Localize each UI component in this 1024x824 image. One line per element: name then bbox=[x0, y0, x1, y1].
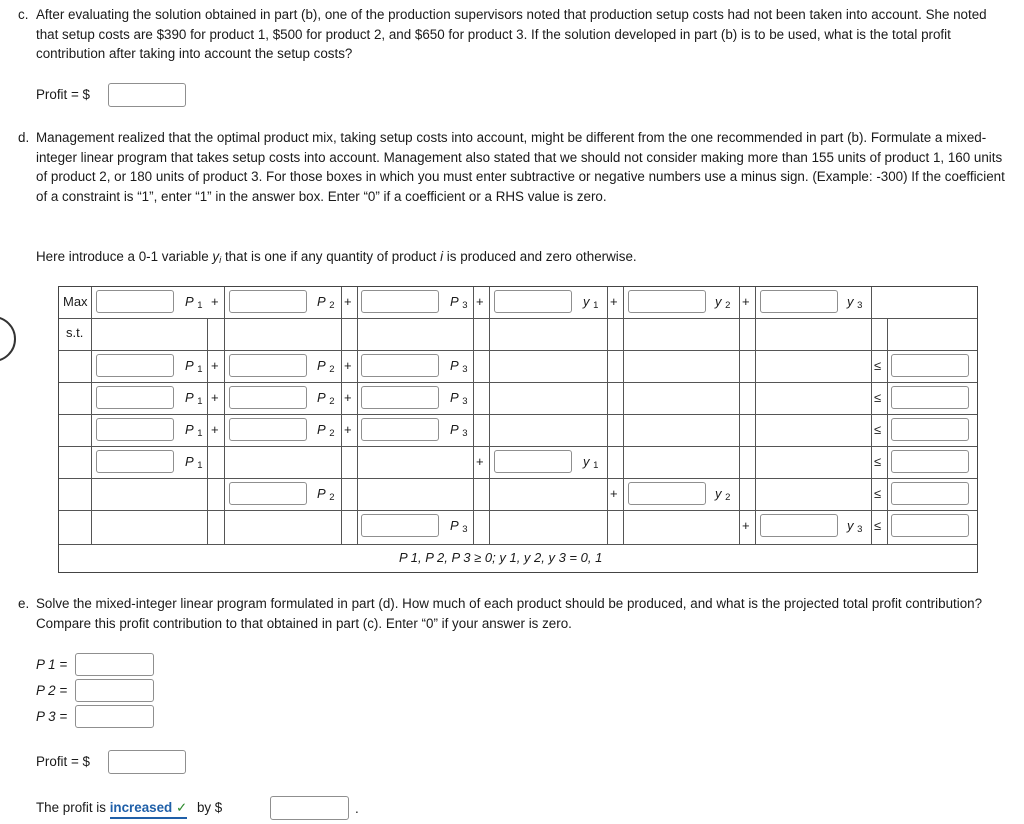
side-circle-decoration bbox=[0, 316, 16, 362]
question-e-letter: e. bbox=[18, 596, 30, 611]
c3-plus-2: + bbox=[344, 422, 352, 437]
c3-le: ≤ bbox=[874, 422, 882, 437]
c5-coef-p2[interactable] bbox=[229, 482, 307, 505]
obj-var-p1: P $_1$ bbox=[185, 294, 203, 311]
question-e bbox=[18, 594, 1018, 633]
milp-formulation-table bbox=[58, 286, 978, 573]
profit-e-input[interactable] bbox=[108, 750, 186, 774]
c6-coef-y3[interactable] bbox=[760, 514, 838, 537]
obj-plus-3: + bbox=[476, 294, 484, 309]
question-d-letter: d. bbox=[18, 130, 30, 145]
c2-coef-p1[interactable] bbox=[96, 386, 174, 409]
nonnegativity-constraints: P 1, P 2, P 3 ≥ 0; y 1, y 2, y 3 = 0, 1 bbox=[399, 550, 603, 565]
c3-coef-p3[interactable] bbox=[361, 418, 439, 441]
obj-var-y3: y $_3$ bbox=[847, 294, 863, 311]
obj-var-p3: P $_3$ bbox=[450, 294, 468, 311]
profit-c-label: Profit = $ bbox=[36, 87, 90, 102]
c2-rhs[interactable] bbox=[891, 386, 969, 409]
obj-var-y2: y $_2$ bbox=[715, 294, 731, 311]
p1-label: P 1 = bbox=[36, 657, 68, 672]
correct-check-icon: ✓ bbox=[175, 800, 188, 815]
obj-plus-4: + bbox=[610, 294, 618, 309]
c3-plus-1: + bbox=[211, 422, 219, 437]
c2-var-p1: P $_1$ bbox=[185, 390, 203, 407]
c1-coef-p1[interactable] bbox=[96, 354, 174, 377]
p1-input[interactable] bbox=[75, 653, 154, 676]
question-d-text: Management realized that the optimal product mix, taking setup costs into account, might be different from the one recommended in part (b). Formulate a mixed-integer linear program that takes setup costs into account. Management also stated that we should not consider making more than 155 units of product 1, 160 units of product 2, or 180 units of product 3. For those boxes in which you must enter subtractive or negative numbers use a minus sign. (Example: -300) If the coefficient of a constraint is “1”, enter “1” in the answer box. Enter “0” if a coefficient or a RHS value is zero. bbox=[36, 130, 1005, 204]
profit-e-label: Profit = $ bbox=[36, 754, 90, 769]
c1-plus-2: + bbox=[344, 358, 352, 373]
c3-var-p1: P $_1$ bbox=[185, 422, 203, 439]
c1-var-p2: P $_2$ bbox=[317, 358, 335, 375]
c2-plus-2: + bbox=[344, 390, 352, 405]
c5-le: ≤ bbox=[874, 486, 882, 501]
max-label: Max bbox=[63, 294, 88, 309]
obj-var-p2: P $_2$ bbox=[317, 294, 335, 311]
compare-prefix: The profit is bbox=[36, 800, 106, 815]
c1-rhs[interactable] bbox=[891, 354, 969, 377]
question-c-letter: c. bbox=[18, 7, 29, 22]
c5-var-p2: P $_2$ bbox=[317, 486, 335, 503]
obj-coef-p2[interactable] bbox=[229, 290, 307, 313]
c3-var-p2: P $_2$ bbox=[317, 422, 335, 439]
question-c bbox=[18, 5, 1008, 64]
p2-input[interactable] bbox=[75, 679, 154, 702]
p2-label: P 2 = bbox=[36, 683, 68, 698]
obj-coef-p3[interactable] bbox=[361, 290, 439, 313]
c1-coef-p3[interactable] bbox=[361, 354, 439, 377]
obj-coef-y1[interactable] bbox=[494, 290, 572, 313]
c4-rhs[interactable] bbox=[891, 450, 969, 473]
c1-var-p1: P $_1$ bbox=[185, 358, 203, 375]
c2-var-p2: P $_2$ bbox=[317, 390, 335, 407]
c4-le: ≤ bbox=[874, 454, 882, 469]
c1-plus-1: + bbox=[211, 358, 219, 373]
p3-input[interactable] bbox=[75, 705, 154, 728]
c3-coef-p1[interactable] bbox=[96, 418, 174, 441]
profit-comparison bbox=[36, 797, 222, 819]
c1-le: ≤ bbox=[874, 358, 882, 373]
p3-label: P 3 = bbox=[36, 709, 68, 724]
c6-rhs[interactable] bbox=[891, 514, 969, 537]
c3-var-p3: P $_3$ bbox=[450, 422, 468, 439]
c2-coef-p3[interactable] bbox=[361, 386, 439, 409]
c4-var-p1: P $_1$ bbox=[185, 454, 203, 471]
c4-coef-y1[interactable] bbox=[494, 450, 572, 473]
question-c-text: After evaluating the solution obtained in part (b), one of the production supervisors noted that production setup costs had not been taken into account. She noted that setup costs are $390 for product 1, $500 for product 2, and $650 for product 3. If the solution developed in part (b) is to be used, what is the total profit contribution after taking into account the setup costs? bbox=[36, 7, 987, 61]
st-label: s.t. bbox=[66, 325, 84, 340]
c5-plus: + bbox=[610, 486, 618, 501]
obj-coef-p1[interactable] bbox=[96, 290, 174, 313]
compare-by: by $ bbox=[196, 800, 223, 815]
c2-var-p3: P $_3$ bbox=[450, 390, 468, 407]
c6-var-p3: P $_3$ bbox=[450, 518, 468, 535]
obj-plus-2: + bbox=[344, 294, 352, 309]
obj-plus-5: + bbox=[742, 294, 750, 309]
c2-coef-p2[interactable] bbox=[229, 386, 307, 409]
c4-coef-p1[interactable] bbox=[96, 450, 174, 473]
obj-coef-y3[interactable] bbox=[760, 290, 838, 313]
question-d bbox=[18, 128, 1008, 206]
increase-amount-input[interactable] bbox=[270, 796, 349, 820]
c6-coef-p3[interactable] bbox=[361, 514, 439, 537]
c6-le: ≤ bbox=[874, 518, 882, 533]
c4-var-y1: y $_1$ bbox=[583, 454, 599, 471]
c3-rhs[interactable] bbox=[891, 418, 969, 441]
obj-var-y1: y $_1$ bbox=[583, 294, 599, 311]
c5-rhs[interactable] bbox=[891, 482, 969, 505]
c6-plus: + bbox=[742, 518, 750, 533]
c6-var-y3: y $_3$ bbox=[847, 518, 863, 535]
c4-plus: + bbox=[476, 454, 484, 469]
compare-dropdown[interactable]: increased ✓ bbox=[110, 800, 188, 819]
c3-coef-p2[interactable] bbox=[229, 418, 307, 441]
c2-plus-1: + bbox=[211, 390, 219, 405]
obj-plus-1: + bbox=[211, 294, 219, 309]
period: . bbox=[355, 801, 359, 816]
binary-variable-intro: Here introduce a 0-1 variable $y_i$ that is one if any quantity of product i is produced and zero otherwise. bbox=[36, 249, 637, 266]
c1-var-p3: P $_3$ bbox=[450, 358, 468, 375]
c5-var-y2: y $_2$ bbox=[715, 486, 731, 503]
question-e-text: Solve the mixed-integer linear program formulated in part (d). How much of each product should be produced, and what is the projected total profit contribution? Compare this profit contribution to that obtained in part (c). Enter “0” if your answer is zero. bbox=[36, 596, 983, 631]
c2-le: ≤ bbox=[874, 390, 882, 405]
c5-coef-y2[interactable] bbox=[628, 482, 706, 505]
c1-coef-p2[interactable] bbox=[229, 354, 307, 377]
obj-coef-y2[interactable] bbox=[628, 290, 706, 313]
profit-c-input[interactable] bbox=[108, 83, 186, 107]
